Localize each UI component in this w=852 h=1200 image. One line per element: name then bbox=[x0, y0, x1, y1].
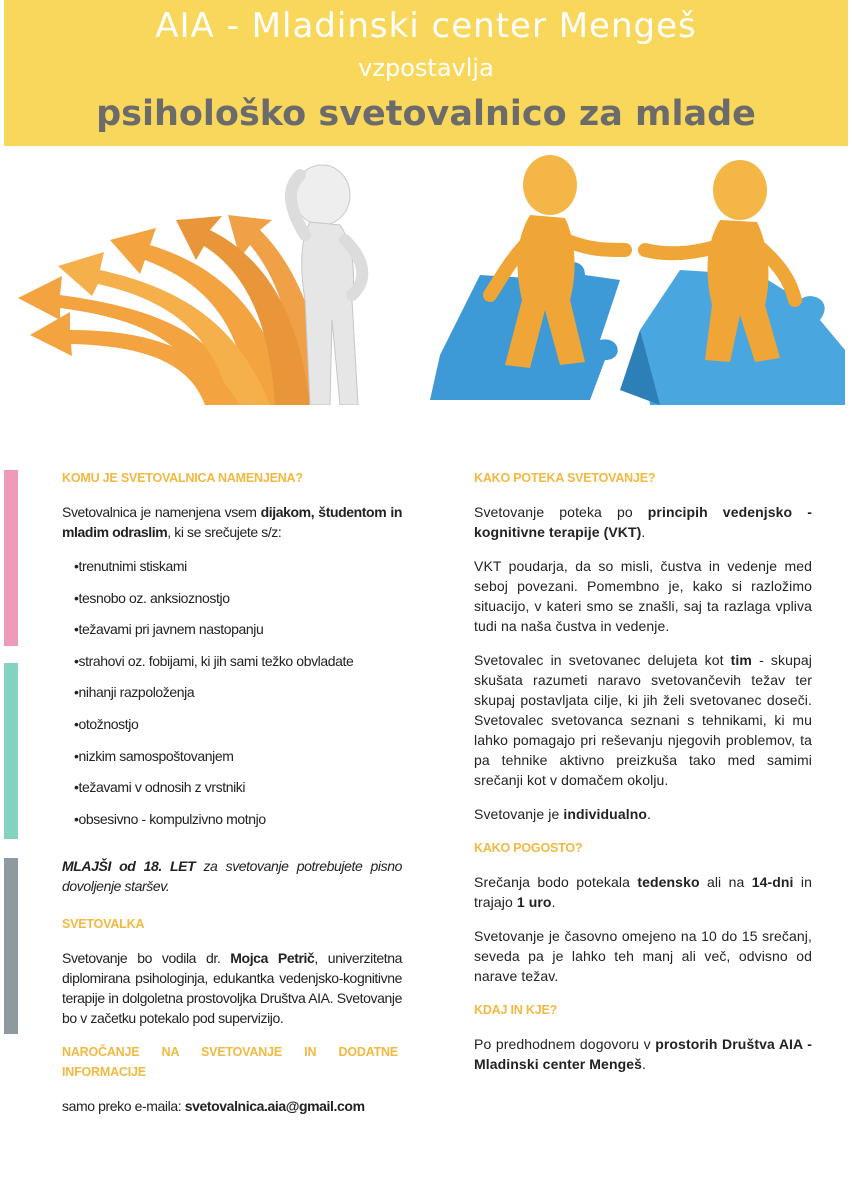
minors-text: za svetovanje potrebujete pisno dovoljenje staršev. bbox=[62, 858, 402, 895]
kako-text-1: Svetovanje poteka po bbox=[474, 504, 648, 520]
freq-text-1: Srečanja bodo potekala bbox=[474, 874, 638, 890]
accent-bar-teal bbox=[4, 663, 18, 839]
heading-komu: KOMU JE SVETOVALNICA NAMENJENA? bbox=[62, 471, 303, 485]
svetovalka-text-2: , univerzitetna diplomirana psihologinja, edukantka vedenjsko-kognitivne terapije in dolgoletna prostovoljka Društva AIA. Svetovanje bo v začetku potekalo pod supervizijo. bbox=[62, 950, 402, 1027]
list-item: • težavami v odnosih z vrstniki bbox=[74, 777, 402, 809]
location-bold: prostorih Društva AIA - Mladinski center Mengeš bbox=[474, 1036, 812, 1072]
left-column bbox=[62, 468, 402, 1130]
komu-text-bold: dijakom, študentom in mladim odraslim bbox=[62, 504, 402, 540]
header-subtitle: vzpostavlja bbox=[358, 54, 494, 82]
location-paragraph bbox=[474, 1034, 812, 1074]
tim-text-2: - skupaj skušata razumeti naravo svetovančevih težav ter skupaj postavljata cilje, ki jih želi svetovanec doseči. Svetovalec svetovanca seznani s tehnikami, ki mu lahko pomagajo pri reševanju njegovih problemov, ta pa tehnike aktivno preizkuša tako med samimi srečanji kot v domačem okolju. bbox=[474, 652, 812, 788]
heading-narocanje: NAROČANJE NA SVETOVANJE IN DODATNE INFORMACIJE bbox=[62, 1045, 398, 1080]
freq-text-3: in trajajo bbox=[474, 874, 812, 910]
list-item: • nizkim samospoštovanjem bbox=[74, 746, 402, 778]
individual-bold: individualno bbox=[563, 806, 648, 822]
tim-paragraph bbox=[474, 650, 812, 790]
heading-pogosto: KAKO POGOSTO? bbox=[474, 841, 583, 855]
freq-bold-3: 1 uro bbox=[516, 894, 552, 910]
frequency-paragraph bbox=[474, 872, 812, 912]
kako-bold: principih vedenjsko - kognitivne terapije (VKT) bbox=[474, 504, 812, 540]
komu-text-2: , ki se srečujete s/z: bbox=[167, 524, 282, 540]
list-item: • otožnostjo bbox=[74, 714, 402, 746]
right-column bbox=[474, 468, 812, 1088]
freq-bold-1: tedensko bbox=[637, 874, 700, 890]
heading-kako: KAKO POTEKA SVETOVANJE? bbox=[474, 471, 656, 485]
freq-bold-2: 14-dni bbox=[751, 874, 794, 890]
org-title: AIA - Mladinski center Mengeš bbox=[155, 6, 697, 46]
komu-paragraph bbox=[62, 502, 402, 542]
freq-text-2: ali na bbox=[699, 874, 752, 890]
accent-bar-gray bbox=[4, 858, 18, 1034]
list-item: • nihanji razpoloženja bbox=[74, 682, 402, 714]
freq-text-4: . bbox=[551, 894, 556, 910]
list-item: • tesnobo oz. anksioznostjo bbox=[74, 588, 402, 620]
list-item: • strahovi oz. fobijami, ki jih sami težko obvladate bbox=[74, 651, 402, 683]
vkt-paragraph: VKT poudarja, da so misli, čustva in vedenje med seboj povezani. Pomembno je, kako si razložimo situacijo, v kateri smo se znašli, saj ta razlaga vpliva tudi na naša čustva in vedenje. bbox=[474, 558, 812, 634]
heading-kdaj: KDAJ IN KJE? bbox=[474, 1003, 558, 1017]
counselor-name: Mojca Petrič bbox=[230, 950, 315, 967]
contact-text: samo preko e-maila: bbox=[62, 1098, 185, 1115]
svetovalka-text-1: Svetovanje bo vodila dr. bbox=[62, 950, 231, 967]
komu-text-1: Svetovalnica je namenjena vsem bbox=[62, 504, 261, 520]
individual-text: Svetovanje je bbox=[474, 806, 564, 822]
header-banner bbox=[4, 0, 848, 146]
svetovalka-paragraph bbox=[62, 948, 402, 1028]
location-end: . bbox=[642, 1056, 647, 1072]
contact-paragraph bbox=[62, 1096, 402, 1116]
location-text: Po predhodnem dogovoru v bbox=[474, 1036, 656, 1052]
tim-bold: tim bbox=[730, 652, 752, 668]
tim-text-1: Svetovalec in svetovanec delujeta kot bbox=[474, 652, 731, 668]
individual-end: . bbox=[647, 806, 652, 822]
list-item: • težavami pri javnem nastopanju bbox=[74, 619, 402, 651]
list-item: • trenutnimi stiskami bbox=[74, 556, 402, 588]
problem-list bbox=[62, 556, 402, 840]
header-main-title: psihološko svetovalnico za mlade bbox=[96, 94, 756, 134]
illustration bbox=[0, 150, 852, 405]
arrows-illustration bbox=[10, 215, 330, 405]
limit-paragraph: Svetovanje je časovno omejeno na 10 do 15 srečanj, seveda pa je lahko teh manj ali več, odvisno od narave težav. bbox=[474, 928, 812, 984]
individual-paragraph bbox=[474, 804, 812, 824]
kako-paragraph bbox=[474, 502, 812, 542]
email-link[interactable]: svetovalnica.aia@gmail.com bbox=[184, 1098, 365, 1115]
kako-text-2: . bbox=[641, 524, 646, 540]
minors-note bbox=[62, 856, 402, 896]
accent-bar-pink bbox=[4, 470, 18, 646]
minors-bold: MLAJŠI od 18. LET bbox=[62, 858, 196, 875]
list-item: • obsesivno - kompulzivno motnjo bbox=[74, 809, 402, 841]
heading-svetovalka: SVETOVALKA bbox=[62, 917, 145, 932]
